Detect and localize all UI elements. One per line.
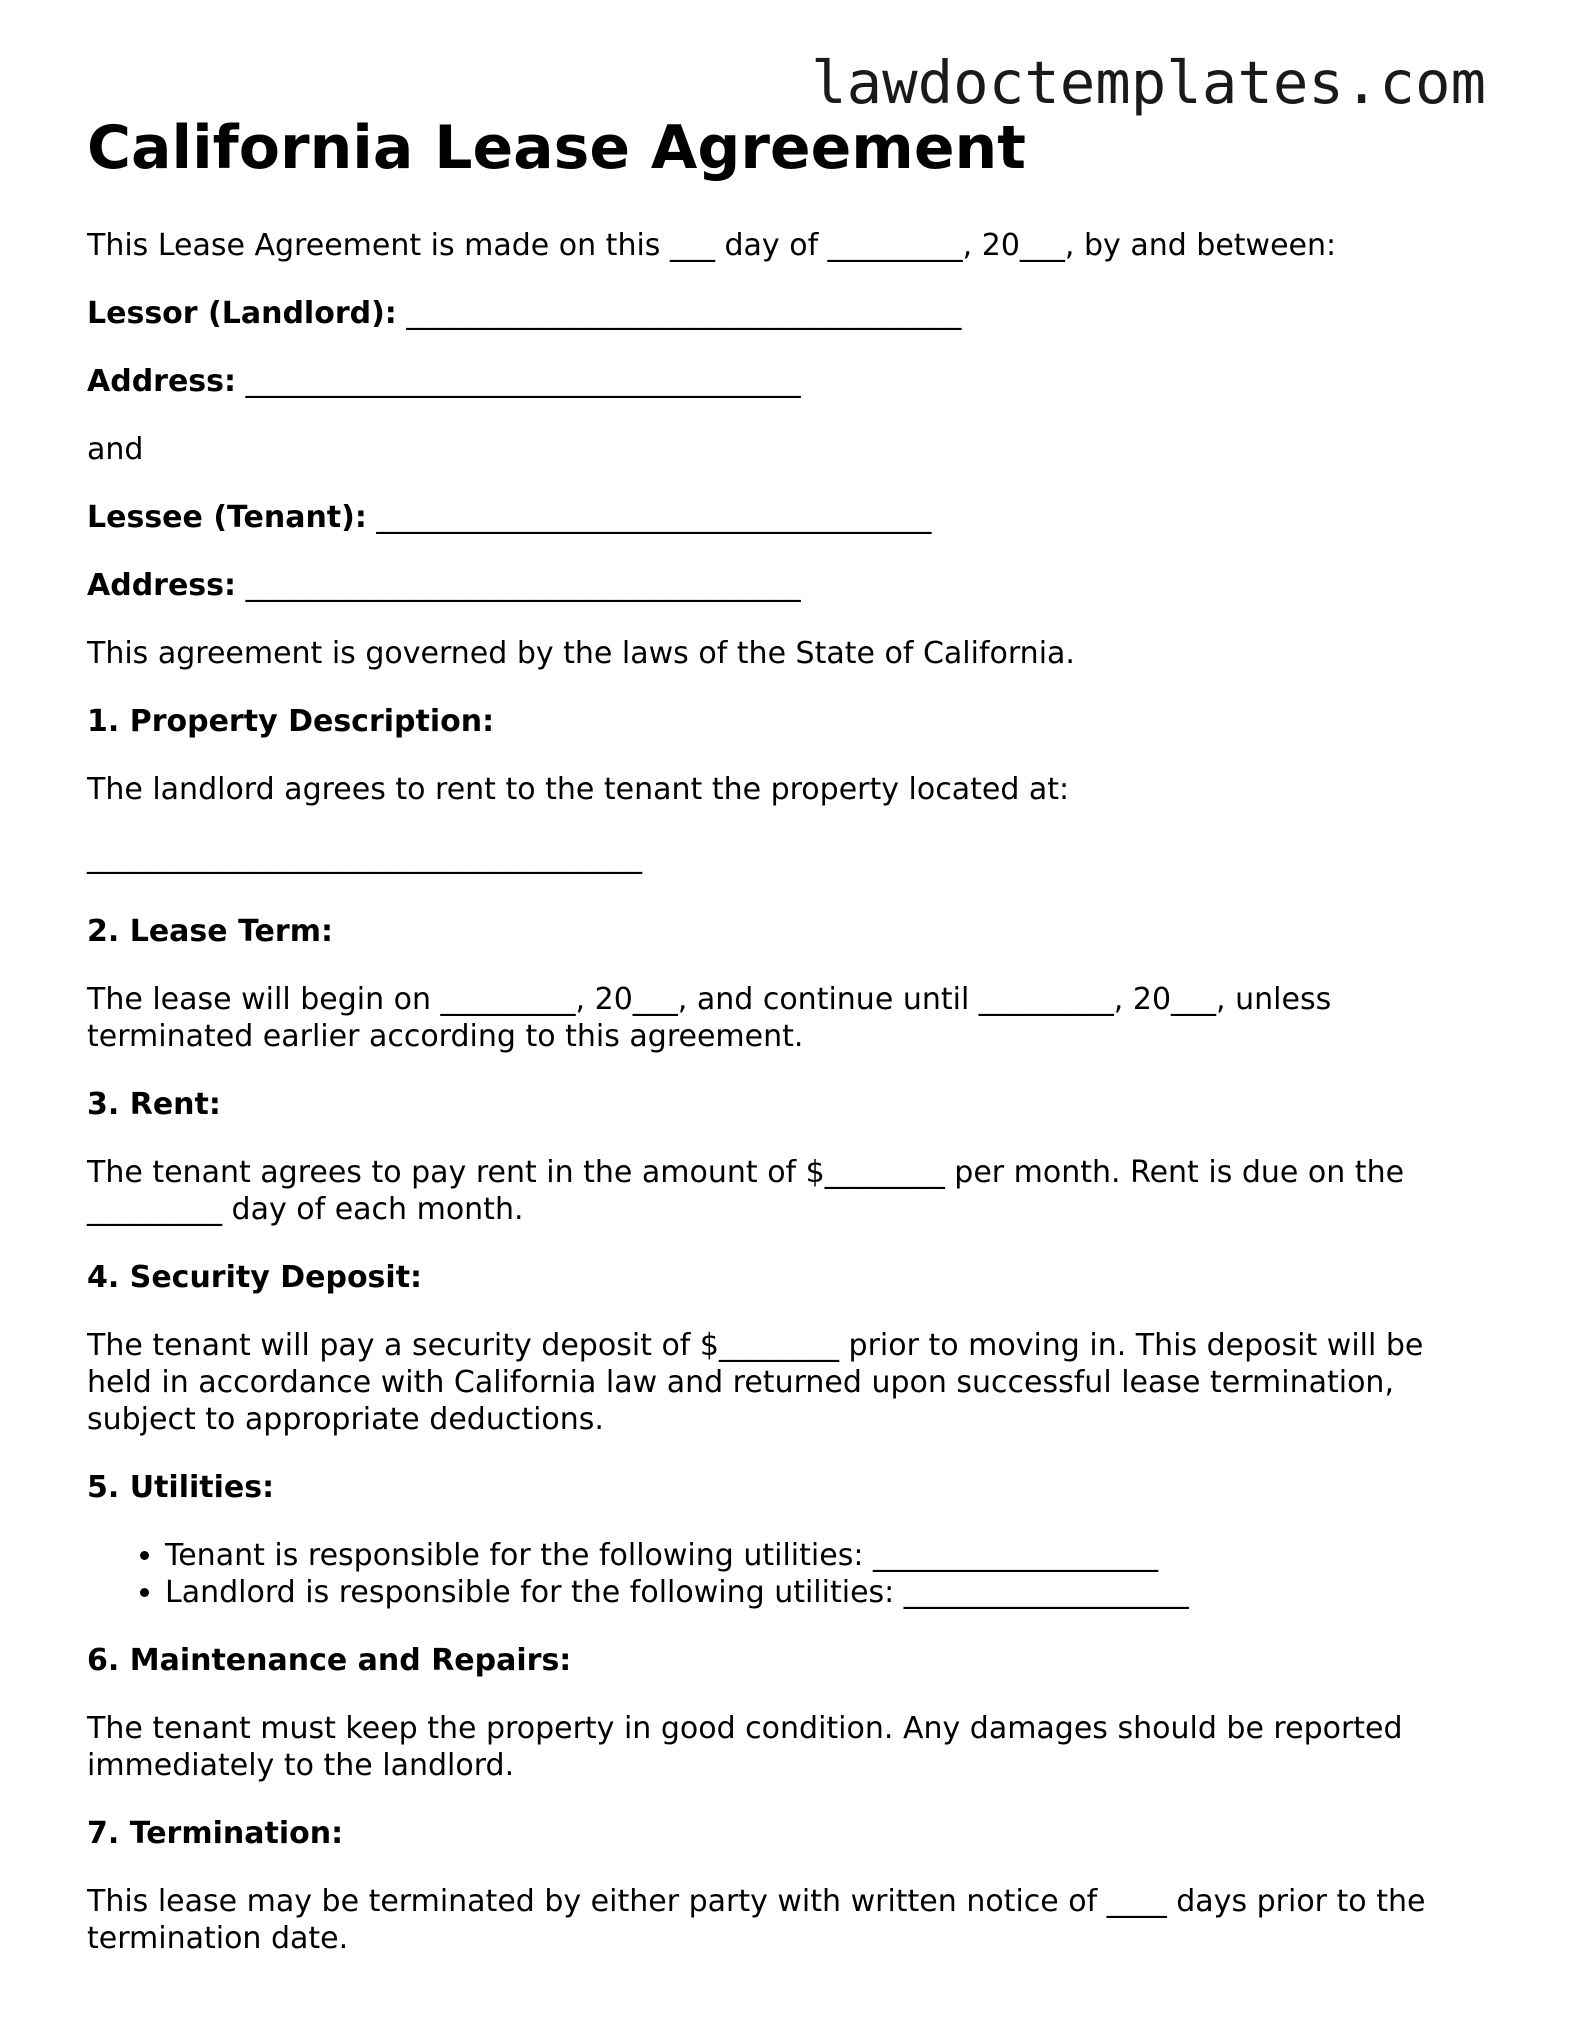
document-body bbox=[87, 108, 1487, 1988]
lessor-blank: _____________________________________ bbox=[406, 296, 962, 331]
section-body-deposit: The tenant will pay a security deposit of $________ prior to moving in. This deposit will be held in accordance with California law and returned upon successful lease termination, subject to appropriate deductions. bbox=[87, 1328, 1424, 1437]
utilities-list bbox=[87, 1537, 1487, 1611]
lessor-address-blank: _____________________________________ bbox=[245, 364, 801, 399]
section-heading-maintenance: 6. Maintenance and Repairs: bbox=[87, 1643, 572, 1678]
section-body-term: The lease will begin on _________, 20___, and continue until _________, 20___, unless terminated earlier according to this agreement. bbox=[87, 982, 1332, 1054]
lessee-line bbox=[87, 499, 1487, 536]
section-heading-deposit: 4. Security Deposit: bbox=[87, 1260, 423, 1295]
property-address-blank: _____________________________________ bbox=[87, 840, 642, 875]
list-item: • Landlord is responsible for the following utilities: ___________________ bbox=[165, 1574, 1487, 1611]
lessee-address-label: Address: bbox=[87, 568, 237, 603]
lessor-address-line bbox=[87, 363, 1487, 400]
document-title: California Lease Agreement bbox=[87, 113, 1026, 183]
section-heading-property: 1. Property Description: bbox=[87, 704, 495, 739]
lessee-blank: _____________________________________ bbox=[376, 500, 932, 535]
section-heading-utilities: 5. Utilities: bbox=[87, 1470, 275, 1505]
lessee-label: Lessee (Tenant): bbox=[87, 500, 367, 535]
lessor-label: Lessor (Landlord): bbox=[87, 296, 397, 331]
section-heading-rent: 3. Rent: bbox=[87, 1087, 221, 1122]
lessor-line bbox=[87, 295, 1487, 332]
and-text: and bbox=[87, 432, 144, 467]
governing-law: This agreement is governed by the laws of the State of California. bbox=[87, 636, 1075, 671]
section-body-rent: The tenant agrees to pay rent in the amount of $________ per month. Rent is due on the _________ day of each month. bbox=[87, 1155, 1405, 1227]
section-body-property: The landlord agrees to rent to the tenant the property located at: bbox=[87, 772, 1070, 807]
section-body-termination: This lease may be terminated by either party with written notice of ____ days prior to the termination date. bbox=[87, 1884, 1426, 1956]
lessee-address-blank: _____________________________________ bbox=[245, 568, 801, 603]
lessee-address-line bbox=[87, 567, 1487, 604]
section-body-maintenance: The tenant must keep the property in good condition. Any damages should be reported immediately to the landlord. bbox=[87, 1711, 1403, 1783]
intro-paragraph: This Lease Agreement is made on this ___ day of _________, 20___, by and between: bbox=[87, 228, 1337, 263]
list-item: • Tenant is responsible for the following utilities: ___________________ bbox=[165, 1537, 1487, 1574]
section-heading-term: 2. Lease Term: bbox=[87, 914, 333, 949]
lessor-address-label: Address: bbox=[87, 364, 237, 399]
section-heading-termination: 7. Termination: bbox=[87, 1816, 344, 1851]
site-watermark: lawdoctemplates.com bbox=[811, 48, 1486, 117]
